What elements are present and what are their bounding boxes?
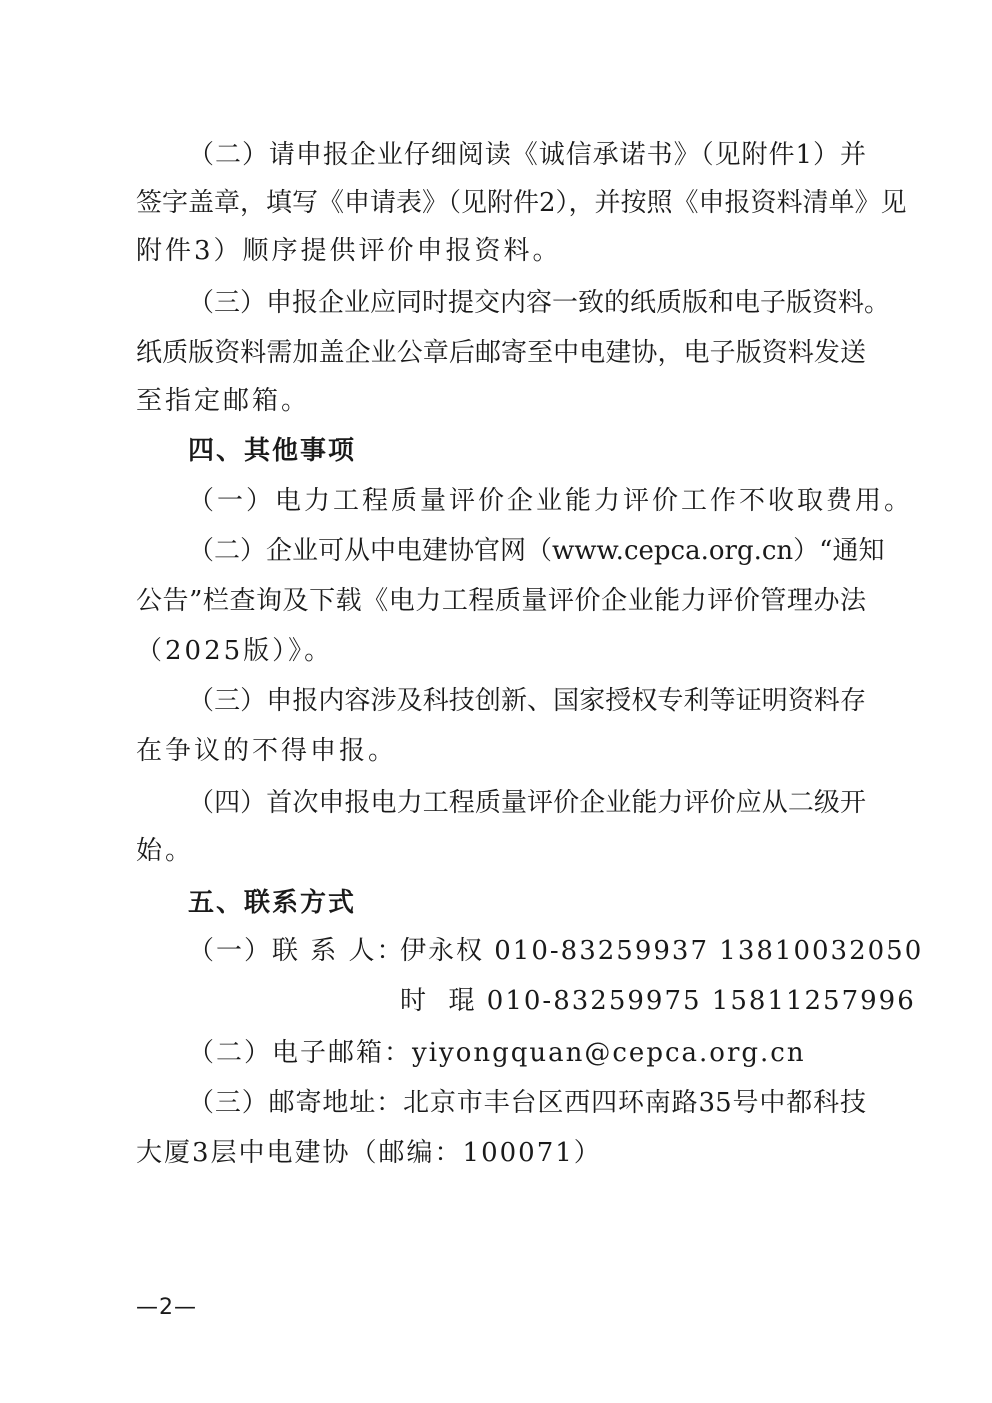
paragraph-2-line-3: 附件3）顺序提供评价申报资料。 <box>136 236 562 266</box>
section-4-item-2-line-1: （二）企业可从中电建协官网（www.cepca.org.cn）“通知 <box>188 536 885 566</box>
section-4-item-4-line-1: （四）首次申报电力工程质量评价企业能力评价应从二级开 <box>188 788 866 818</box>
paragraph-3-line-2: 纸质版资料需加盖企业公章后邮寄至中电建协，电子版资料发送 <box>136 338 866 368</box>
page-number: —2— <box>136 1295 197 1320</box>
address-line-1: （三）邮寄地址：北京市丰台区西四环南路35号中都科技 <box>188 1088 866 1118</box>
section-4-item-3-line-1: （三）申报内容涉及科技创新、国家授权专利等证明资料存 <box>188 686 866 716</box>
address-line-2: 大厦3层中电建协（邮编：100071） <box>136 1138 602 1168</box>
contact-label: （一）联 系 人： <box>188 936 405 966</box>
paragraph-2-line-1: （二）请申报企业仔细阅读《诚信承诺书》（见附件1）并 <box>188 140 866 170</box>
section-4-item-4-line-2: 始。 <box>136 836 195 866</box>
email-line: （二）电子邮箱：yiyongquan@cepca.org.cn <box>188 1038 806 1068</box>
contact-person-2: 时 琨 010-83259975 15811257996 <box>400 986 916 1016</box>
section-4-item-1: （一）电力工程质量评价企业能力评价工作不收取费用。 <box>188 486 914 516</box>
contact-person-1: 伊永权 010-83259937 13810032050 <box>400 936 924 966</box>
section-4-heading: 四、其他事项 <box>188 436 357 466</box>
paragraph-3-line-1: （三）申报企业应同时提交内容一致的纸质版和电子版资料。 <box>188 288 891 318</box>
section-5-heading: 五、联系方式 <box>188 888 357 918</box>
paragraph-3-line-3: 至指定邮箱。 <box>136 386 311 416</box>
section-4-item-3-line-2: 在争议的不得申报。 <box>136 736 398 766</box>
paragraph-2-line-2: 签字盖章，填写《申请表》（见附件2），并按照《申报资料清单》见 <box>136 188 907 218</box>
section-4-item-2-line-3: （2025版）》。 <box>136 636 334 666</box>
section-4-item-2-line-2: 公告”栏查询及下载《电力工程质量评价企业能力评价管理办法 <box>136 586 866 616</box>
